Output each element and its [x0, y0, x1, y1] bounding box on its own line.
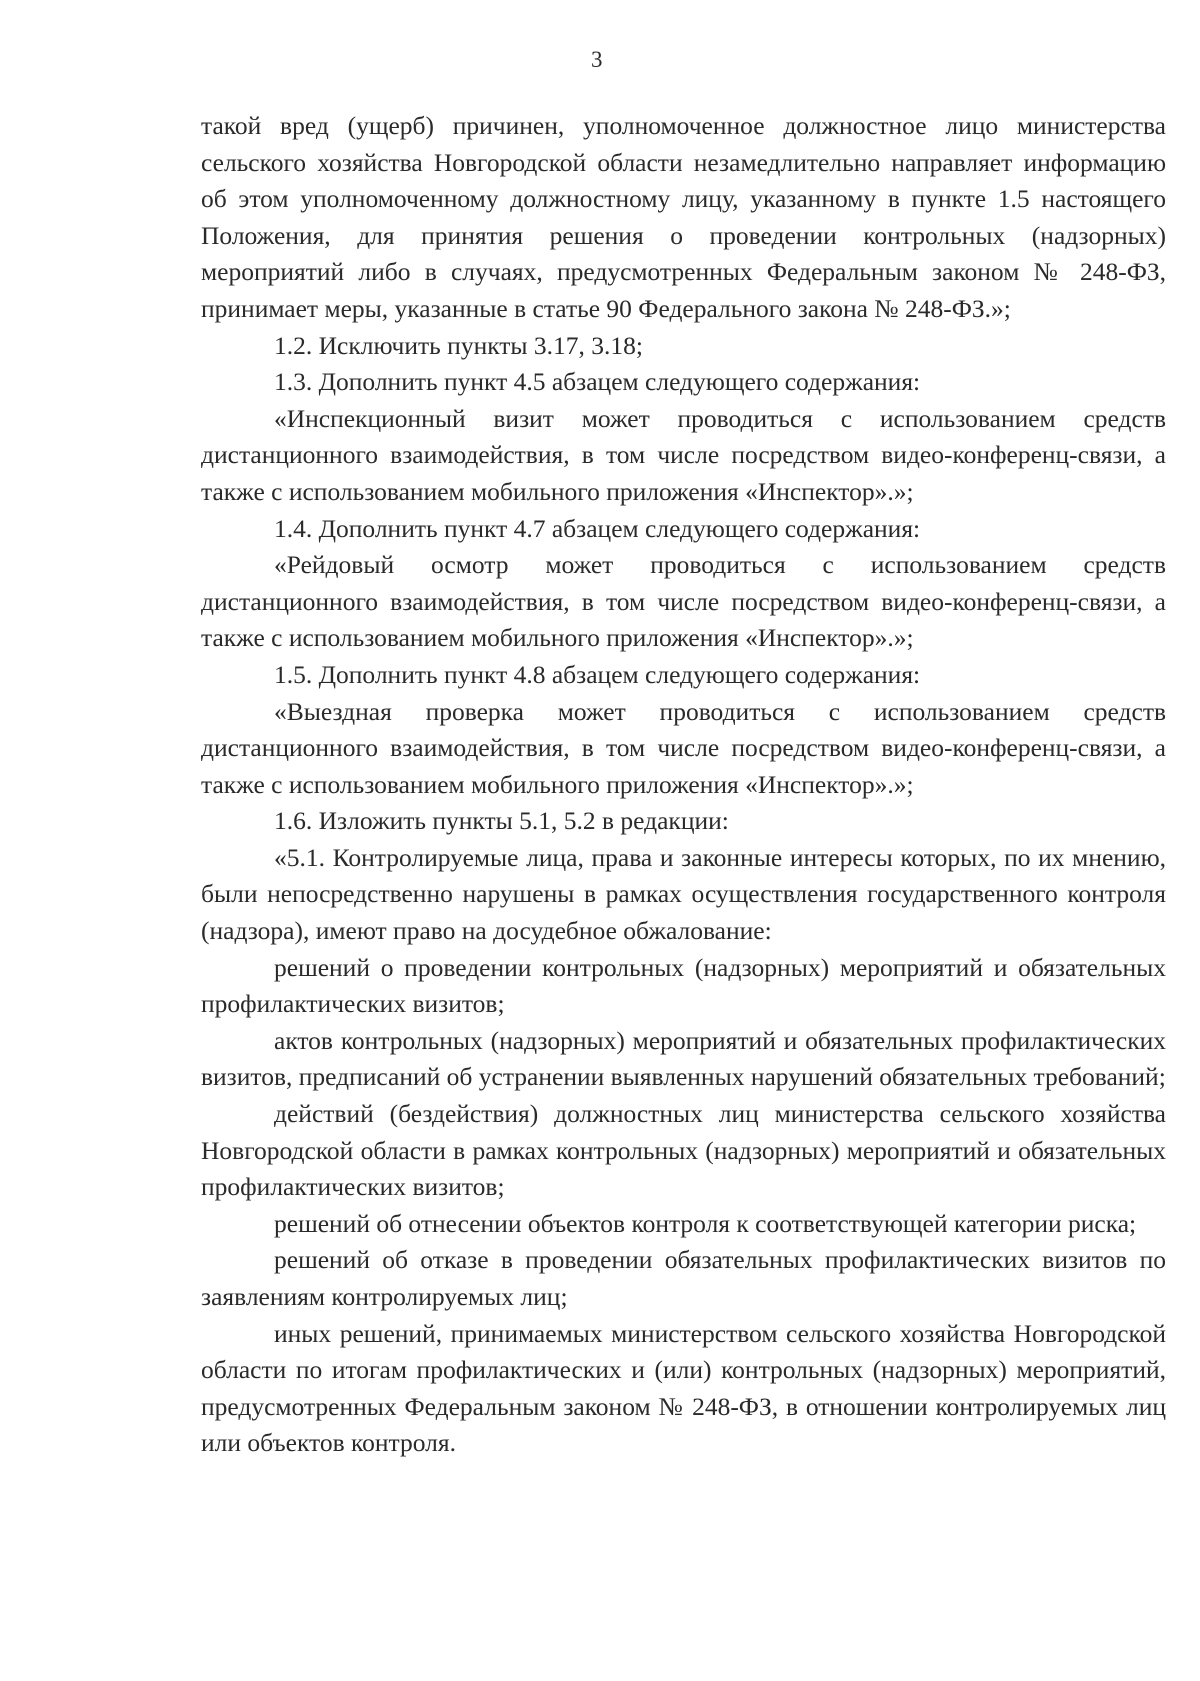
document-body	[201, 108, 1166, 1462]
paragraph-item-1-3: 1.3. Дополнить пункт 4.5 абзацем следующего содержания:	[274, 367, 921, 397]
list-item: действий (бездействия) должностных лиц министерства сельского хозяйства Новгородской области в рамках контрольных (надзорных) мероприятий и обязательных профилактических визитов;	[201, 1099, 1166, 1202]
paragraph-quote-inspection-visit: «Инспекционный визит может проводиться с использованием средств дистанционного взаимодействия, в том числе посредством видео-конференц-связи, а также с использованием мобильного приложения «Инспектор».»;	[201, 403, 1166, 506]
paragraph-item-1-6: 1.6. Изложить пункты 5.1, 5.2 в редакции:	[274, 806, 729, 836]
paragraph-clause-5-1: «5.1. Контролируемые лица, права и законные интересы которых, по их мнению, были непосредственно нарушены в рамках осуществления государственного контроля (надзора), имеют право на досудебное обжалование:	[201, 842, 1166, 946]
list-item: решений об отказе в проведении обязательных профилактических визитов по заявлениям контролируемых лиц;	[201, 1245, 1166, 1311]
list-item: решений об отнесении объектов контроля к соответствующей категории риска;	[274, 1208, 1137, 1238]
paragraph-item-1-4: 1.4. Дополнить пункт 4.7 абзацем следующего содержания:	[274, 513, 921, 543]
paragraph-item-1-2: 1.2. Исключить пункты 3.17, 3.18;	[274, 330, 644, 360]
list-item: иных решений, принимаемых министерством сельского хозяйства Новгородской области по итогам профилактических и (или) контрольных (надзорных) мероприятий, предусмотренных Федеральным законом № 248-ФЗ, в отношении контролируемых лиц или объектов контроля.	[201, 1318, 1166, 1458]
paragraph-continuation: такой вред (ущерб) причинен, уполномоченное должностное лицо министерства сельского хозяйства Новгородской области незамедлительно направляет информацию об этом уполномоченному должностному лицу, указанному в пункте 1.5 настоящего Положения, для принятия решения о проведении контрольных (надзорных) мероприятий либо в случаях, предусмотренных Федеральным законом № 248-ФЗ, принимает меры, указанные в статье 90 Федерального закона № 248-ФЗ.»;	[201, 111, 1166, 323]
list-item: актов контрольных (надзорных) мероприятий и обязательных профилактических визитов, предписаний об устранении выявленных нарушений обязательных требований;	[201, 1025, 1166, 1092]
paragraph-item-1-5: 1.5. Дополнить пункт 4.8 абзацем следующего содержания:	[274, 659, 921, 689]
list-item: решений о проведении контрольных (надзорных) мероприятий и обязательных профилактических визитов;	[201, 952, 1166, 1019]
page-number: 3	[591, 47, 603, 72]
paragraph-quote-field-audit: «Выездная проверка может проводиться с использованием средств дистанционного взаимодействия, в том числе посредством видео-конференц-связи, а также с использованием мобильного приложения «Инспектор».»;	[201, 696, 1166, 799]
paragraph-quote-raid-inspection: «Рейдовый осмотр может проводиться с использованием средств дистанционного взаимодействия, в том числе посредством видео-конференц-связи, а также с использованием мобильного приложения «Инспектор».»;	[201, 550, 1166, 653]
